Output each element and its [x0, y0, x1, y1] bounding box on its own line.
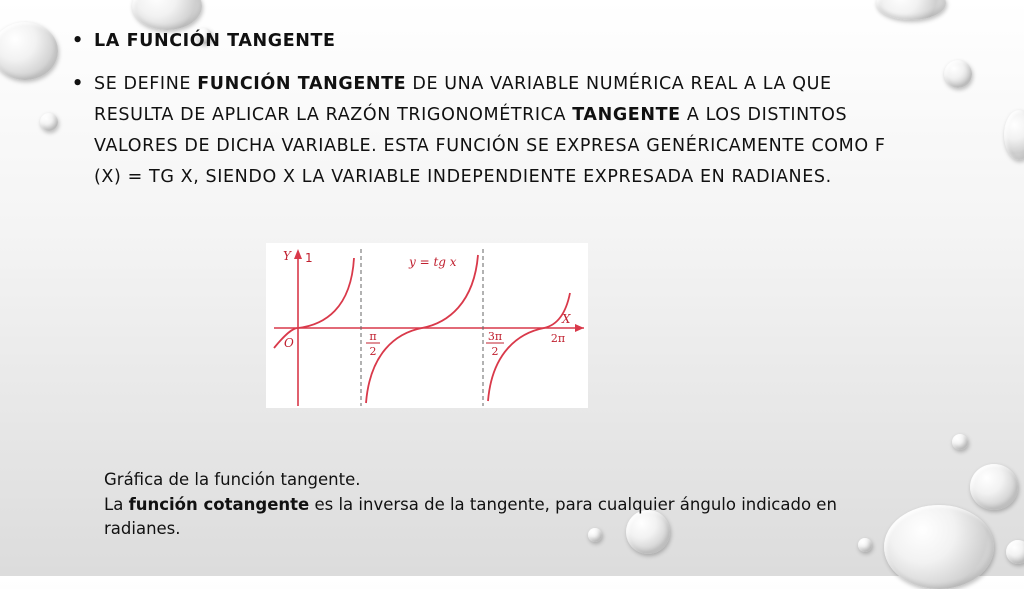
water-drop-decoration: [876, 0, 946, 20]
tangent-graph: [266, 243, 588, 408]
water-drop-decoration: [0, 22, 58, 80]
caption-text: La: [104, 494, 129, 514]
tick-pi-over-2-denominator: 2: [369, 345, 377, 358]
x-axis-label: X: [562, 312, 571, 326]
water-drop-decoration: [1004, 110, 1024, 160]
y-axis-label: Y: [283, 249, 291, 263]
water-drop-decoration: [1006, 540, 1024, 564]
origin-label: O: [284, 336, 294, 350]
water-drop-decoration: [952, 434, 968, 450]
definition-bold-term: FUNCIÓN TANGENTE: [197, 74, 407, 94]
bullet-heading: • LA FUNCIÓN TANGENTE: [72, 26, 912, 57]
y-axis-arrow-icon: [294, 249, 302, 259]
caption-line-1: Gráfica de la función tangente.: [104, 470, 361, 489]
tangent-branch: [274, 258, 354, 348]
tick-3pi-over-2-numerator: 3π: [487, 330, 503, 343]
bullet-list: [72, 26, 912, 193]
caption-bold-term: función cotangente: [128, 494, 310, 514]
tick-3pi-over-2-denominator: 2: [491, 345, 499, 358]
tangent-branch: [366, 255, 478, 403]
definition-text: A LOS DISTINTOS VALORES DE DICHA VARIABLE. ESTA FUNCIÓN SE EXPRESA GENÉRICAMENTE COMO F (X) = TG X, SIENDO X LA VARIABLE INDEPENDIENTE EXPRESADA EN RADIANES.: [94, 105, 886, 187]
y-tick-label: 1: [305, 251, 313, 265]
bullet-definition: [72, 69, 912, 193]
water-drop-decoration: [970, 464, 1018, 510]
equation-label: y = tg x: [409, 255, 457, 269]
caption-text: es la inversa de la tangente, para cualquier ángulo indicado en radianes.: [104, 494, 837, 538]
tangent-graph-svg: [266, 243, 588, 408]
water-drop-decoration: [884, 505, 994, 589]
definition-bold-term: TANGENTE: [572, 105, 681, 125]
caption-line-2: [104, 493, 884, 542]
definition-text: DE UNA VARIABLE NUMÉRICA REAL A LA QUE RESULTA DE APLICAR LA RAZÓN TRIGONOMÉTRICA: [94, 74, 832, 125]
caption: [104, 468, 884, 542]
water-drop-decoration: [944, 60, 972, 88]
tangent-branch: [488, 293, 570, 401]
definition-text: SE DEFINE: [94, 74, 198, 94]
water-drop-decoration: [40, 113, 58, 131]
tick-pi-over-2-numerator: π: [369, 330, 377, 343]
x-axis-arrow-icon: [575, 324, 584, 332]
tick-2pi-label: 2π: [550, 332, 566, 345]
